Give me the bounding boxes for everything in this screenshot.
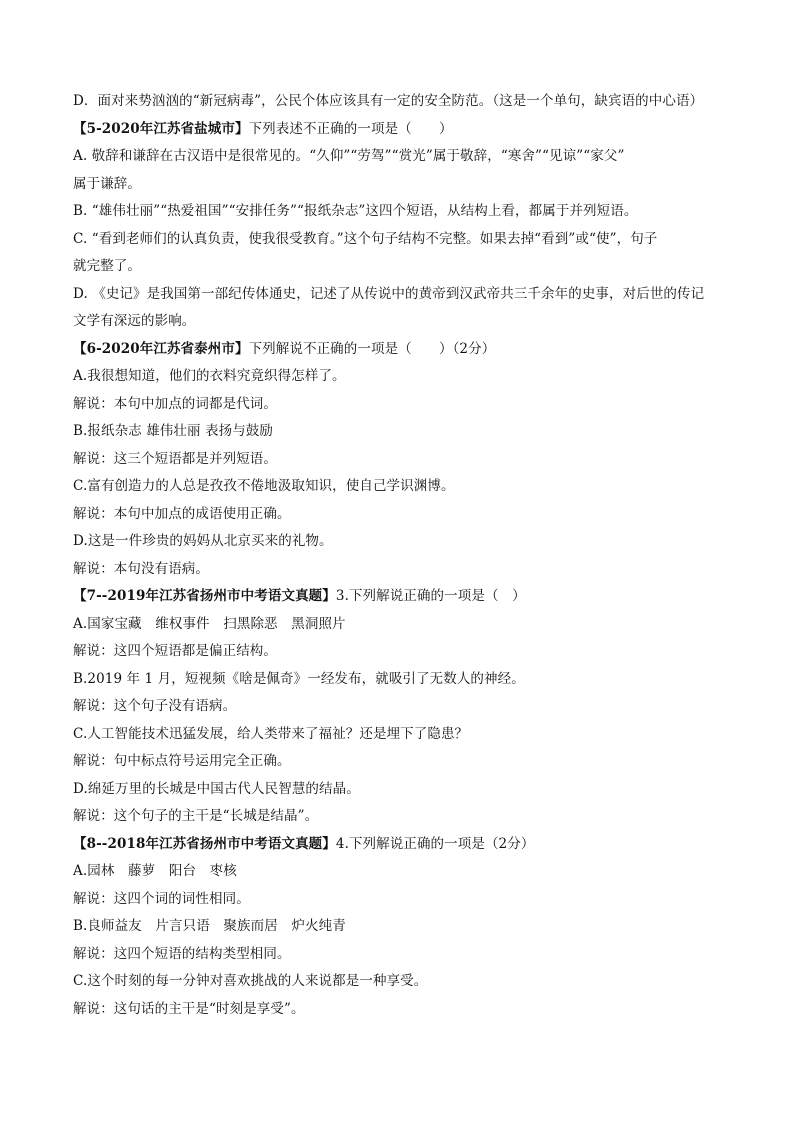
question-6-source: 【6-2020年江苏省泰州市】 [73,340,249,357]
q8-option-a: A.园林 藤萝 阳台 枣核 [73,863,237,879]
q5-option-c-line-2: 就完整了。 [73,258,141,274]
question-5-source: 【5-2020年江苏省盐城市】 [73,120,249,137]
question-5-header [73,116,733,144]
q6-explain-c: 解说：本句中加点的成语使用正确。 [73,505,291,522]
q7-explain-b: 解说：这个句子没有语病。 [73,698,237,714]
q8-option-c: C.这个时刻的每一分钟对喜欢挑战的人来说都是一种享受。 [73,973,428,989]
question-8-stem: 4.下列解说正确的一项是（2分） [335,835,535,852]
question-5-stem: 下列表述不正确的一项是（ ） [248,120,453,137]
question-7-header [73,583,733,611]
q5-option-d-line-1: D. 《史记》是我国第一部纪传体通史，记述了从传说中的黄帝到汉武帝共三千余年的史事，对后世的传记 [73,285,705,302]
q8-option-b: B.良师益友 片言只语 聚族而居 炉火纯青 [73,918,346,934]
q6-explain-d: 解说：本句没有语病。 [73,560,209,577]
q5-option-a-line-1: A. 敬辞和谦辞在古汉语中是很常见的。“久仰”“劳驾”“赏光”属于敬辞，“寒舍”“见谅”“家父” [73,148,625,164]
question-6-header [73,336,733,364]
question-8-source: 【8--2018年江苏省扬州市中考语文真题】 [73,835,336,852]
q7-option-c: C.人工智能技术迅猛发展，给人类带来了福祉？还是埋下了隐患？ [73,725,469,742]
q7-option-a: A.国家宝藏 维权事件 扫黑除恶 黑洞照片 [73,615,346,632]
q5-option-b: B. “雄伟壮丽”“热爱祖国”“安排任务”“报纸杂志”这四个短语，从结构上看，都属于并列短语。 [73,203,638,219]
q6-explain-a: 解说：本句中加点的词都是代词。 [73,395,277,412]
q8-explain-a: 解说：这四个词的词性相同。 [73,890,250,907]
q5-option-d-line-2: 文学有深远的影响。 [73,313,196,329]
question-8-header [73,831,733,859]
q6-option-c: C.富有创造力的人总是孜孜不倦地汲取知识，使自己学识渊博。 [73,478,455,494]
q7-explain-a: 解说：这四个短语都是偏正结构。 [73,643,277,659]
document-content [73,88,733,1023]
q6-option-d: D.这是一件珍贵的妈妈从北京买来的礼物。 [73,533,333,549]
question-7-source: 【7--2019年江苏省扬州市中考语文真题】 [73,588,336,604]
q8-explain-c: 解说：这句话的主干是“时刻是享受”。 [73,1000,305,1017]
q8-explain-b: 解说：这四个短语的结构类型相同。 [73,945,291,962]
q5-option-c-line-1: C. “看到老师们的认真负责，使我很受教育。”这个句子结构不完整。如果去掉“看到”或“使”，句子 [73,230,658,247]
q6-explain-b: 解说：这三个短语都是并列短语。 [73,450,277,467]
q6-option-a: A.我很想知道，他们的衣料究竟织得怎样了。 [73,368,346,384]
q7-option-b: B.2019 年 1 月，短视频《啥是佩奇》一经发布，就吸引了无数人的神经。 [73,670,525,687]
q7-explain-c: 解说：句中标点符号运用完全正确。 [73,753,291,769]
q6-option-b: B.报纸杂志 雄伟壮丽 表扬与鼓励 [73,423,273,439]
question-7-stem: 3.下列解说正确的一项是（ ） [335,588,526,604]
q7-explain-d: 解说：这个句子的主干是“长城是结晶”。 [73,808,319,824]
question-6-stem: 下列解说不正确的一项是（ ）（2分） [248,340,496,357]
q5-option-a-line-2: 属于谦辞。 [73,175,141,192]
option-d-line: D．面对来势汹汹的“新冠病毒”，公民个体应该具有一定的安全防范。（这是一个单句，缺宾语的中心语） [73,93,704,109]
q7-option-d: D.绵延万里的长城是中国古代人民智慧的结晶。 [73,780,360,797]
